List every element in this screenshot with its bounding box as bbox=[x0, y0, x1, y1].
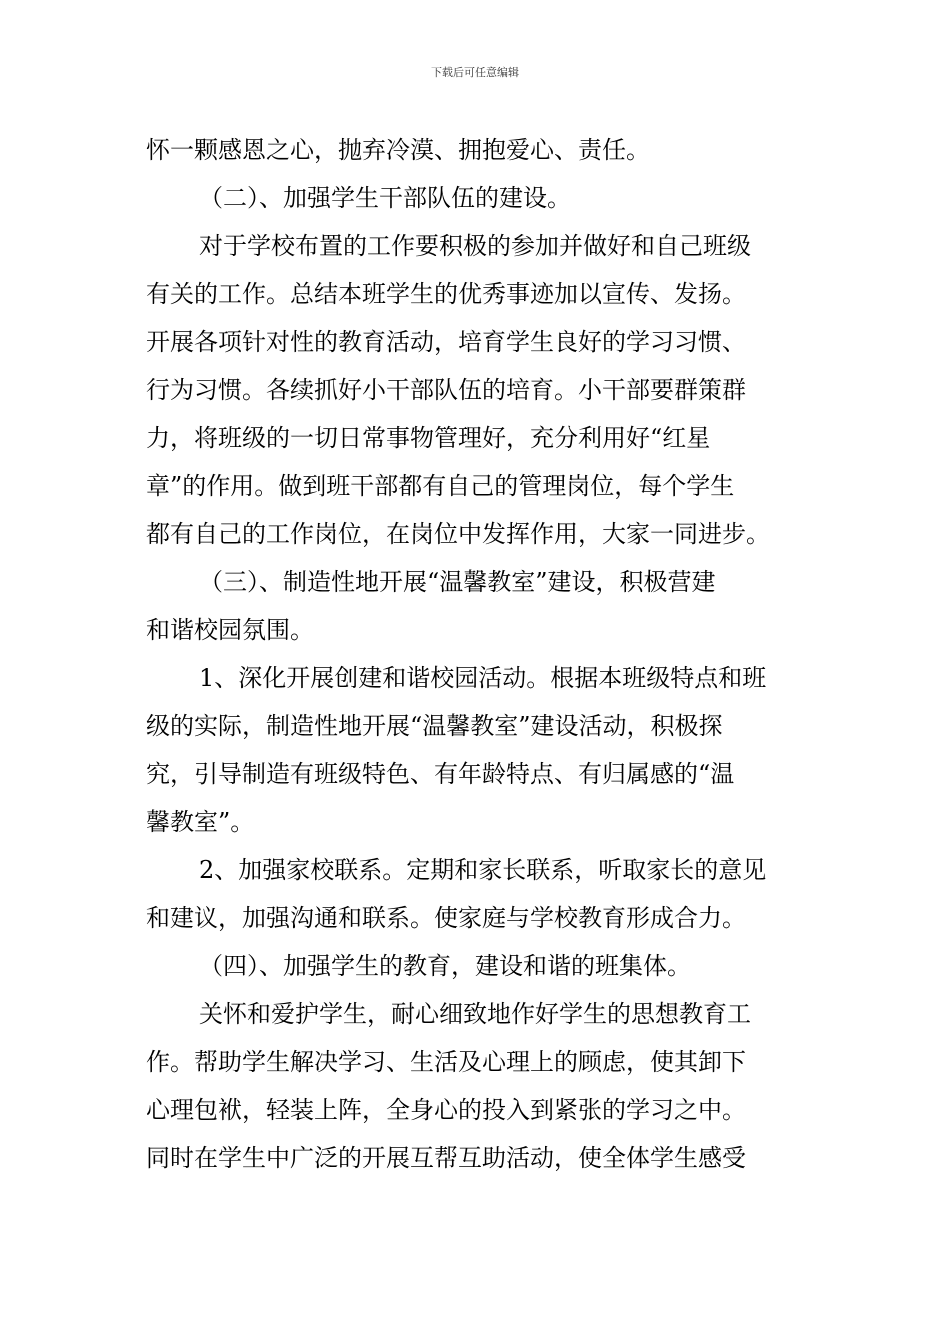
text-line: 2、加强家校联系。定期和家长联系，听取家长的意见 bbox=[199, 856, 767, 884]
page-header: 下载后可任意编辑 bbox=[431, 66, 519, 79]
text-line: 章”的作用。做到班干部都有自己的管理岗位，每个学生 bbox=[146, 472, 735, 500]
text-line: 心理包袱，轻装上阵，全身心的投入到紧张的学习之中。 bbox=[146, 1096, 746, 1124]
text-line: 有关的工作。总结本班学生的优秀事迹加以宣传、发扬。 bbox=[146, 280, 746, 308]
text-line: 怀一颗感恩之心，抛弃冷漠、拥抱爱心、责任。 bbox=[146, 136, 650, 164]
text-line: 对于学校布置的工作要积极的参加并做好和自己班级 bbox=[199, 232, 751, 260]
text-line: 都有自己的工作岗位，在岗位中发挥作用，大家一同进步。 bbox=[146, 520, 770, 548]
text-line: 和建议，加强沟通和联系。使家庭与学校教育形成合力。 bbox=[146, 904, 746, 932]
text-line: 级的实际，制造性地开展“温馨教室”建设活动，积极探 bbox=[146, 712, 723, 740]
text-line: 开展各项针对性的教育活动，培育学生良好的学习习惯、 bbox=[146, 328, 746, 356]
section-heading: （三）、制造性地开展“温馨教室”建设，积极营建 bbox=[199, 568, 716, 596]
section-heading: （四）、加强学生的教育，建设和谐的班集体。 bbox=[199, 952, 691, 980]
text-line: 1、深化开展创建和谐校园活动。根据本班级特点和班 bbox=[199, 664, 767, 692]
text-line: 和谐校园氛围。 bbox=[146, 616, 314, 644]
text-line: 究，引导制造有班级特色、有年龄特点、有归属感的“温 bbox=[146, 760, 735, 788]
text-line: 行为习惯。各续抓好小干部队伍的培育。小干部要群策群 bbox=[146, 376, 746, 404]
text-line: 力，将班级的一切日常事物管理好，充分利用好“红星 bbox=[146, 424, 711, 452]
text-line: 馨教室”。 bbox=[146, 808, 255, 836]
text-line: 作。帮助学生解决学习、生活及心理上的顾虑，使其卸下 bbox=[146, 1048, 746, 1076]
text-line: 同时在学生中广泛的开展互帮互助活动，使全体学生感受 bbox=[146, 1144, 746, 1172]
text-line: 关怀和爱护学生，耐心细致地作好学生的思想教育工 bbox=[199, 1000, 751, 1028]
section-heading: （二）、加强学生干部队伍的建设。 bbox=[199, 184, 571, 212]
